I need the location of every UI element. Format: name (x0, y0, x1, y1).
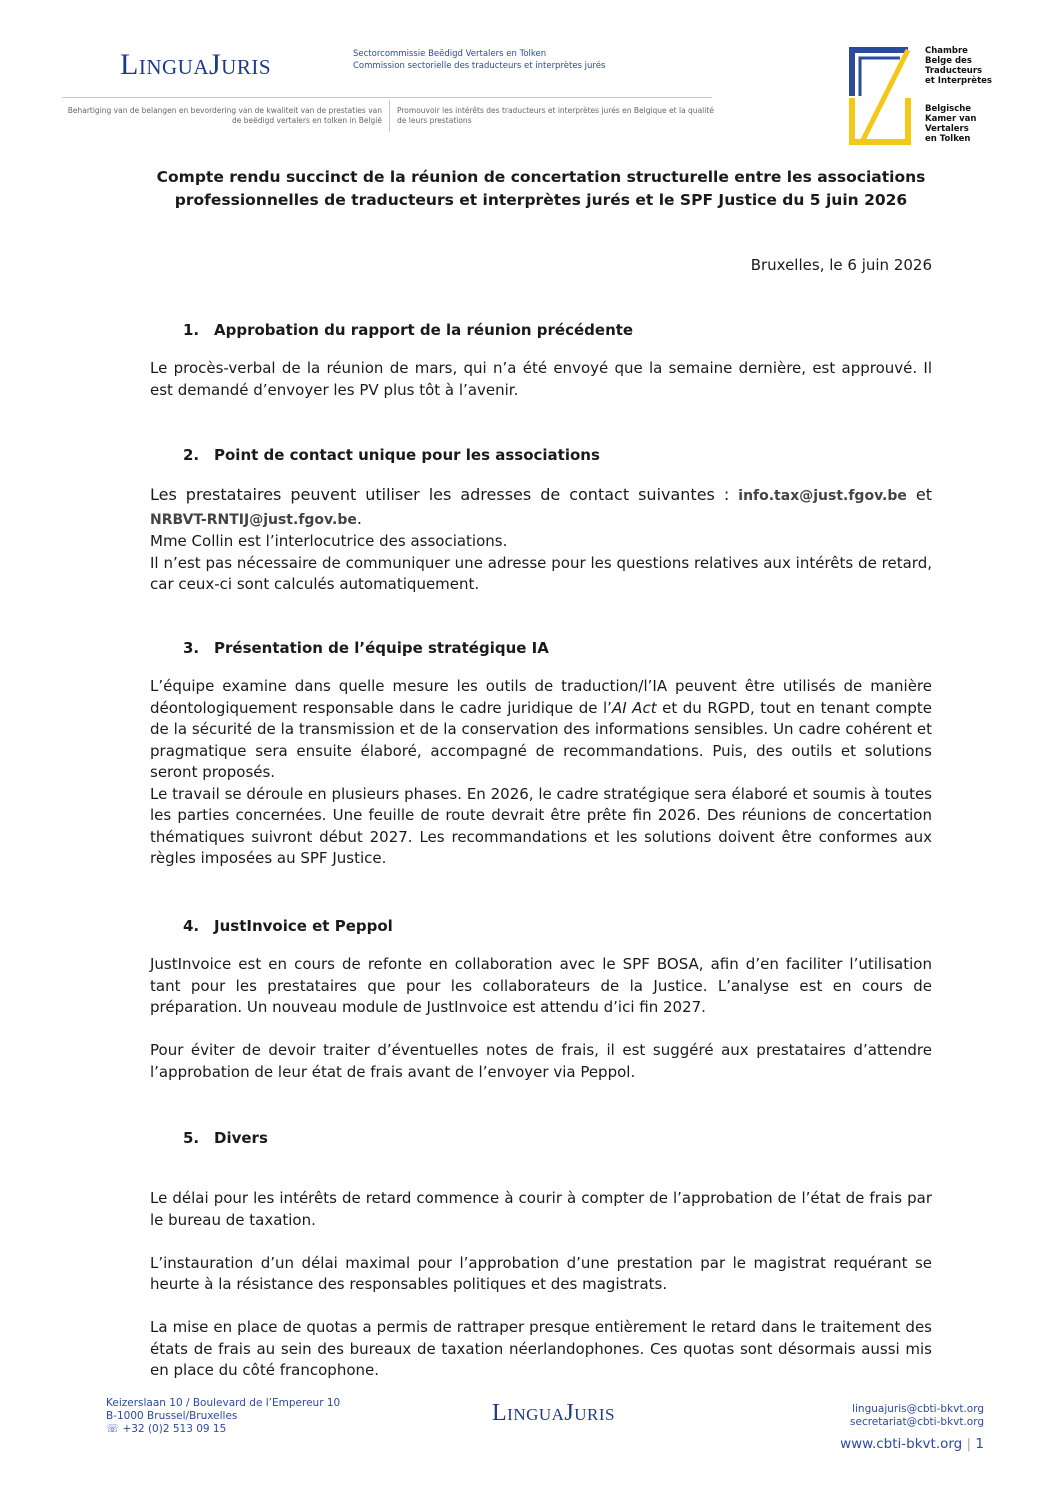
paragraph: L’instauration d’un délai maximal pour l’approbation d’une prestation par le magistrat requérant se heurte à la résistance des responsables politiques et des magistrats. (150, 1253, 932, 1293)
sector-line-nl: Sectorcommissie Beëdigd Vertalers en Tolken (353, 49, 547, 59)
footer-emails (850, 1403, 984, 1429)
paragraph: Le travail se déroule en plusieurs phases. En 2026, le cadre stratégique sera élaboré et soumis à toutes les parties concernées. Une feuille de route devrait être prête fin 2026. Des réunions de concertation thématiques suivront début 2027. Les recommandations et les solutions doivent être conformes aux règles imposées au SPF Justice. (150, 784, 932, 867)
address-line-1: Keizerslaan 10 / Boulevard de l’Empereur 10 (106, 1397, 341, 1409)
paragraph: Pour éviter de devoir traiter d’éventuelles notes de frais, il est suggéré aux prestataires d’attendre l’approbation de leur état de frais avant de l’envoyer via Peppol. (150, 1041, 932, 1081)
section-title: Divers (214, 1129, 268, 1147)
tagline-fr (397, 106, 717, 126)
paragraph: JustInvoice est en cours de refonte en collaboration avec le SPF BOSA, afin d’en faciliter l’utilisation tant pour les prestataires que pour les collaborateurs de la Justice. L’analyse est en cours de préparation. Un nouveau module de JustInvoice est attendu d’ici fin 2027. (150, 955, 932, 1016)
section-body-1 (150, 358, 932, 401)
tagline-nl (62, 106, 382, 126)
section-body-4 (150, 954, 932, 1083)
section-number: 1. (183, 321, 200, 339)
chambre-name-nl (925, 104, 976, 144)
text-span: Les prestataires peuvent utiliser les adresses de contact suivantes : (150, 485, 739, 504)
page-number: 1 (975, 1436, 984, 1452)
paragraph: Le délai pour les intérêts de retard commence à courir à compter de l’approbation de l’état de frais par le bureau de taxation. (150, 1189, 932, 1229)
section-body-2 (150, 484, 932, 596)
section-number: 3. (183, 639, 200, 657)
chambre-fr-line: Belge des (925, 56, 972, 66)
section-heading-1 (150, 321, 633, 339)
website-link[interactable]: www.cbti-bkvt.org (840, 1436, 963, 1452)
sector-commission (353, 48, 605, 72)
address-line-2: B-1000 Brussel/Bruxelles (106, 1410, 238, 1422)
section-heading-2 (150, 446, 600, 464)
email-link-tax[interactable]: info.tax@just.fgov.be (738, 488, 907, 504)
text-span: et (906, 485, 933, 504)
header-divider (62, 97, 712, 98)
title-line-1: Compte rendu succinct de la réunion de concertation structurelle entre les associations (156, 168, 926, 186)
ai-act-emphasis: AI Act (611, 698, 657, 717)
phone-number: ☏ +32 (0)2 513 09 15 (106, 1423, 227, 1435)
chambre-fr-line: Traducteurs (925, 66, 983, 76)
tagline-fr-line1: Promouvoir les intérêts des traducteurs et interprètes jurés en Belgique et la qualité (397, 106, 714, 115)
document-title (150, 166, 932, 212)
section-number: 2. (183, 446, 200, 464)
section-number: 4. (183, 917, 200, 935)
section-heading-5 (150, 1129, 268, 1147)
paragraph (150, 676, 932, 784)
footer-logo (492, 1400, 615, 1427)
section-title: Approbation du rapport de la réunion précédente (214, 321, 634, 339)
linguajuris-logo (120, 48, 271, 82)
chambre-name-fr (925, 46, 992, 86)
footer-address (106, 1397, 340, 1436)
footer-web (840, 1436, 984, 1452)
sector-line-fr: Commission sectorielle des traducteurs et interprètes jurés (353, 61, 606, 71)
chambre-nl-line: en Tolken (925, 134, 971, 144)
footer-logo-text: LinguaJuris (492, 1400, 615, 1426)
text-span: et du RGPD, tout en tenant compte de la sécurité de la transmission et de la conservation des informations sensibles. Un cadre cohérent et pragmatique sera ensuite élaboré, accompagné de recommandations. Puis, des outils et solutions seront proposés. (150, 698, 932, 781)
tagline-nl-line1: Behartiging van de belangen en bevordering van de kwaliteit van de prestaties van (67, 106, 382, 115)
text-span: . (356, 508, 362, 528)
header-vertical-divider (389, 100, 390, 132)
tagline-fr-line2: de leurs prestations (397, 116, 472, 125)
tagline-nl-line2: de beëdigd vertalers en tolken in België (232, 116, 382, 125)
section-body-3 (150, 676, 932, 870)
paragraph: Mme Collin est l’interlocutrice des associations. (150, 532, 508, 550)
section-heading-4 (150, 917, 393, 935)
footer-email-1[interactable]: linguajuris@cbti-bkvt.org (852, 1403, 984, 1415)
section-title: JustInvoice et Peppol (214, 917, 393, 935)
section-number: 5. (183, 1129, 200, 1147)
chambre-fr-line: Chambre (925, 46, 968, 56)
chambre-fr-line: et Interprètes (925, 76, 992, 86)
chambre-nl-line: Belgische (925, 104, 972, 114)
chambre-nl-line: Vertalers (925, 124, 969, 134)
chambre-logo-icon (848, 46, 920, 146)
footer-email-2[interactable]: secretariat@cbti-bkvt.org (850, 1416, 984, 1428)
logo-text: LinguaJuris (120, 48, 271, 81)
text-span: L’équipe examine dans quelle mesure les outils de traduction/l’IA peuvent être utilisés de manière déontologiquement responsable dans le cadre juridique de l’ (150, 677, 932, 717)
paragraph: La mise en place de quotas a permis de rattraper presque entièrement le retard dans le traitement des états de frais au sein des bureaux de taxation néerlandophones. Ces quotas sont désormais aussi mis en place du côté francophone. (150, 1318, 932, 1379)
document-date: Bruxelles, le 6 juin 2026 (750, 256, 932, 274)
paragraph (150, 484, 932, 531)
title-line-2: professionnelles de traducteurs et interprètes jurés et le SPF Justice du 5 juin 2026 (174, 191, 908, 209)
section-title: Point de contact unique pour les associations (214, 446, 600, 464)
chambre-nl-line: Kamer van (925, 114, 977, 124)
section-title: Présentation de l’équipe stratégique IA (214, 639, 549, 657)
email-link-nrbvt[interactable]: NRBVT-RNTIJ@just.fgov.be (150, 511, 357, 528)
separator: | (966, 1436, 972, 1452)
section-heading-3 (150, 639, 549, 657)
section-body-5 (150, 1188, 932, 1382)
paragraph: Il n’est pas nécessaire de communiquer une adresse pour les questions relatives aux intérêts de retard, car ceux-ci sont calculés automatiquement. (150, 553, 932, 593)
paragraph: Le procès-verbal de la réunion de mars, qui n’a été envoyé que la semaine dernière, est approuvé. Il est demandé d’envoyer les PV plus tôt à l’avenir. (150, 359, 932, 399)
